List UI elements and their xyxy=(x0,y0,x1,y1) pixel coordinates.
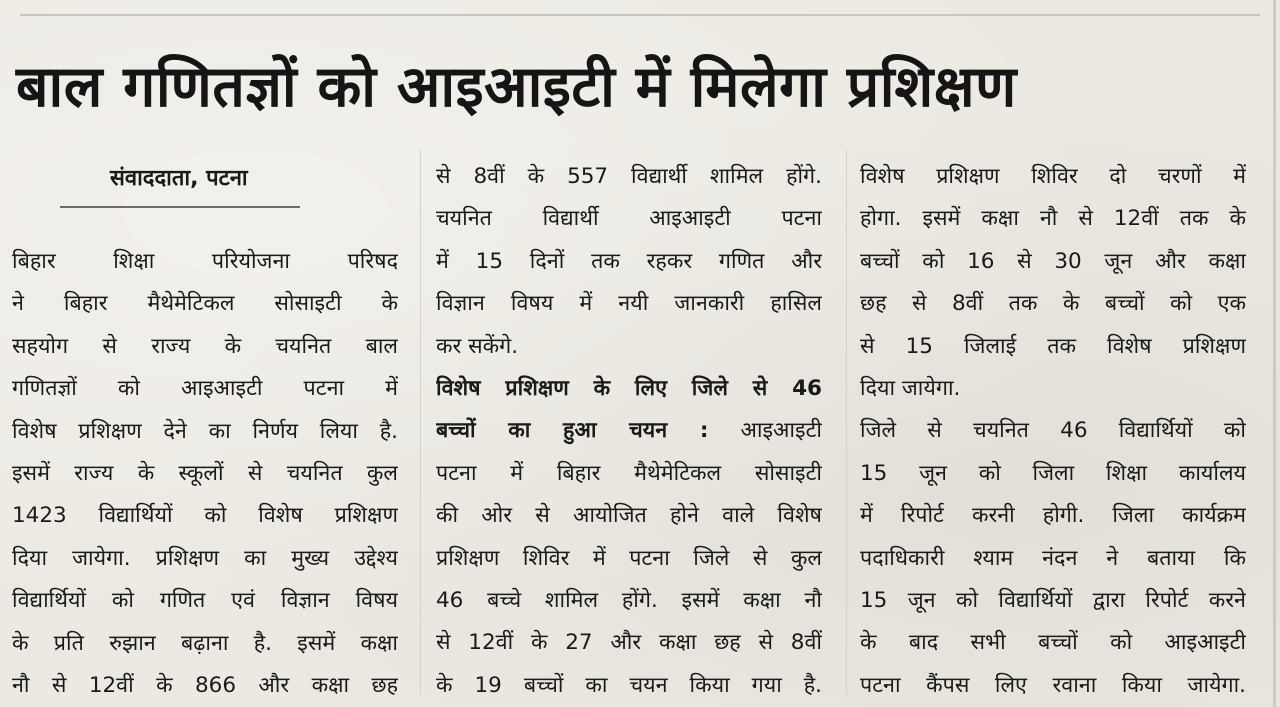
text-line: के बाद सभी बच्चों को आइआइटी xyxy=(860,630,1246,656)
text-line: छह से 8वीं तक के बच्चों को एक xyxy=(860,291,1246,317)
subheading: विशेष प्रशिक्षण के लिए जिले से 46 xyxy=(436,375,822,401)
column-divider xyxy=(846,150,847,695)
text-line: दिया जायेगा. प्रशिक्षण का मुख्य उद्देश्य xyxy=(12,545,398,571)
text-line: की ओर से आयोजित होने वाले विशेष xyxy=(436,503,822,529)
text-line: में रिपोर्ट करनी होगी. जिला कार्यक्रम xyxy=(860,503,1246,529)
text-line: 15 जून को विद्यार्थियों द्वारा रिपोर्ट करने xyxy=(860,587,1246,613)
text-fragment: आइआइटी xyxy=(708,418,822,444)
text-line: सहयोग से राज्य के चयनित बाल xyxy=(12,333,398,359)
top-border-rule xyxy=(20,14,1260,16)
text-line: पटना कैंपस लिए रवाना किया जायेगा. xyxy=(860,672,1246,698)
text-line: 46 बच्चे शामिल होंगे. इसमें कक्षा नौ xyxy=(436,587,822,613)
subheading-line xyxy=(436,410,822,452)
text-line: से 8वीं के 557 विद्यार्थी शामिल होंगे. xyxy=(436,164,822,189)
subheading-tail: बच्चों का हुआ चयन : xyxy=(436,418,709,444)
text-line: चयनित विद्यार्थी आइआइटी पटना xyxy=(436,206,822,232)
text-line: विज्ञान विषय में नयी जानकारी हासिल xyxy=(436,291,822,317)
text-line: 1423 विद्यार्थियों को विशेष प्रशिक्षण xyxy=(12,503,398,529)
text-line: बच्चों को 16 से 30 जून और कक्षा xyxy=(860,248,1246,274)
column-divider xyxy=(420,150,421,695)
text-line: ने बिहार मैथेमेटिकल सोसाइटी के xyxy=(12,291,398,317)
byline-rule xyxy=(60,206,300,208)
article-column-3 xyxy=(860,156,1246,707)
text-line: विशेष प्रशिक्षण शिविर दो चरणों में xyxy=(860,164,1246,189)
text-line: पदाधिकारी श्याम नंदन ने बताया कि xyxy=(860,545,1246,571)
page-edge xyxy=(1273,0,1276,707)
text-line: दिया जायेगा. xyxy=(860,375,961,401)
text-line: इसमें राज्य के स्कूलों से चयनित कुल xyxy=(12,460,398,486)
article-column-1 xyxy=(12,241,398,707)
text-line: प्रशिक्षण शिविर में पटना जिले से कुल xyxy=(436,545,822,571)
text-line: विशेष प्रशिक्षण देने का निर्णय लिया है. xyxy=(12,418,398,444)
text-line: कर सकेंगे. xyxy=(436,333,519,359)
text-line: के प्रति रुझान बढ़ाना है. इसमें कक्षा xyxy=(12,630,398,656)
text-line: होगा. इसमें कक्षा नौ से 12वीं तक के xyxy=(860,206,1246,232)
text-line: बिहार शिक्षा परियोजना परिषद xyxy=(12,249,398,274)
text-line: में 15 दिनों तक रहकर गणित और xyxy=(436,248,822,274)
text-line: नौ से 12वीं के 866 और कक्षा छह xyxy=(12,672,398,698)
text-line: गणितज्ञों को आइआइटी पटना में xyxy=(12,376,398,402)
headline: बाल गणितज्ञों को आइआइटी में मिलेगा प्रशिक्षण xyxy=(16,54,1017,120)
text-line: 15 जून को जिला शिक्षा कार्यालय xyxy=(860,460,1246,486)
text-line: से 12वीं के 27 और कक्षा छह से 8वीं xyxy=(436,630,822,656)
byline: संवाददाता, पटना xyxy=(110,166,248,191)
text-line: पटना में बिहार मैथेमेटिकल सोसाइटी xyxy=(436,460,822,486)
text-line: के 19 बच्चों का चयन किया गया है. xyxy=(436,672,822,698)
text-line: से 15 जिलाई तक विशेष प्रशिक्षण xyxy=(860,333,1246,359)
text-line: विद्यार्थियों को गणित एवं विज्ञान विषय xyxy=(12,588,398,614)
article-column-2 xyxy=(436,156,822,707)
text-line: जिले से चयनित 46 विद्यार्थियों को xyxy=(860,418,1246,444)
